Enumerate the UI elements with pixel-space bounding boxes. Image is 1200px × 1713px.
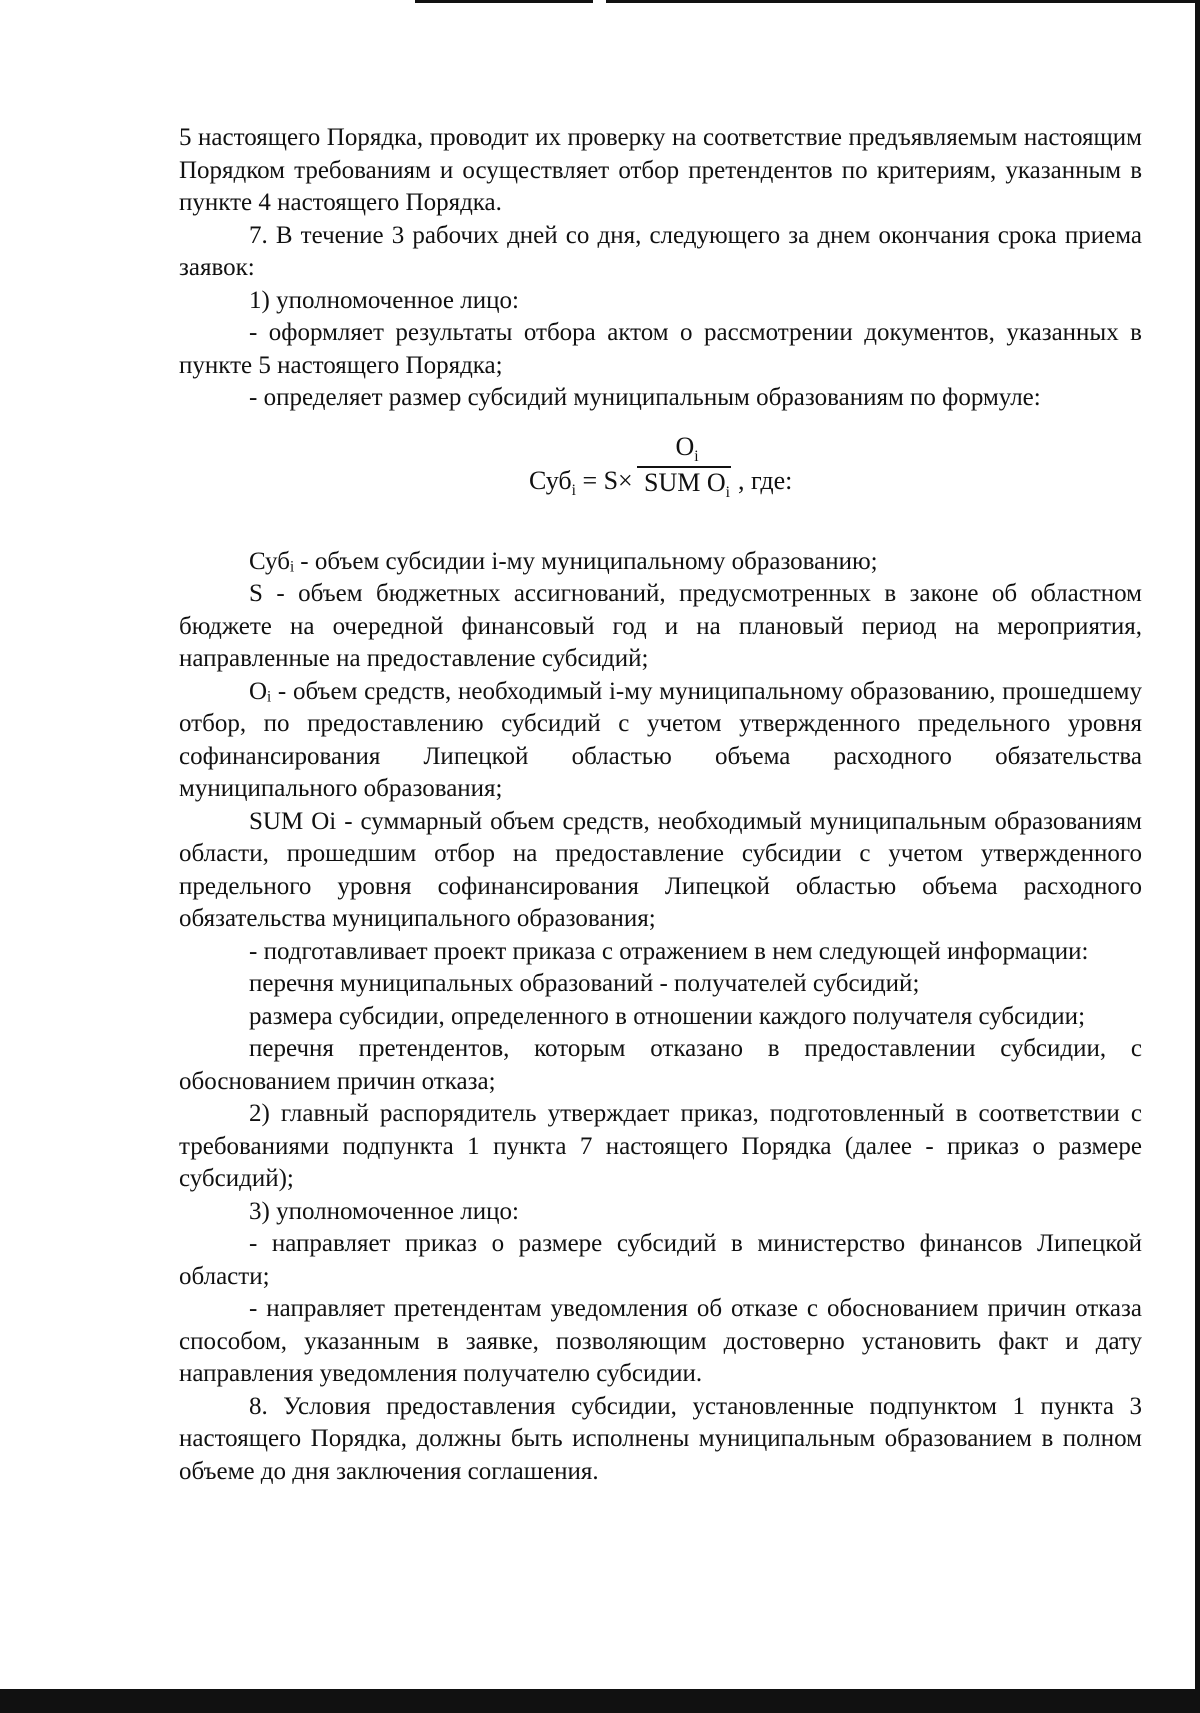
formula-numerator: $O_i$ [675, 431, 699, 465]
paragraph: - направляет претендентам уведомления об отказе с обоснованием причин отказа способом, указанным в заявке, позволяющим достоверно установить факт и дату направления уведомления получателю субсидии. [179, 1295, 1142, 1387]
paragraph: SUM Oi - суммарный объем средств, необходимый муниципальным образованиям области, прошедшим отбор на предоставление субсидии с учетом утвержденного предельного уровня софинансирования Липецкой областью объема расходного обязательства муниципального образования; [179, 807, 1142, 932]
paragraph: 8. Условия предоставления субсидии, установленные подпунктом 1 пункта 3 настоящего Порядка, должны быть исполнены муниципальным образованием в полном объеме до дня заключения соглашения. [179, 1392, 1142, 1485]
scan-border-top [606, 0, 1200, 3]
document-body [179, 122, 1142, 1488]
paragraph: - оформляет результаты отбора актом о рассмотрении документов, указанных в пункте 5 настоящего Порядка; [179, 319, 1142, 379]
paragraph: перечня претендентов, которым отказано в предоставлении субсидии, с обоснованием причин отказа; [179, 1035, 1142, 1095]
paragraph: 5 настоящего Порядка, проводит их проверку на соответствие предъявляемым настоящим Порядком требованиям и осуществляет отбор претендентов по критериям, указанным в пункте 4 настоящего Порядка. [179, 124, 1142, 216]
scan-border-bottom [0, 1689, 1200, 1713]
paragraph: Оᵢ - объем средств, необходимый i-му муниципальному образованию, прошедшему отбор, по предоставлению субсидий с учетом утвержденного предельного уровня софинансирования Липецкой областью объема расходного обязательства муниципального образования; [179, 677, 1142, 802]
paragraph: - определяет размер субсидий муниципальным образованиям по формуле: [249, 384, 1041, 411]
scan-border-top [415, 0, 593, 3]
paragraph: перечня муниципальных образований - получателей субсидий; [249, 970, 920, 997]
formula-tail: , где: [738, 465, 793, 495]
paragraph: 2) главный распорядитель утверждает приказ, подготовленный в соответствии с требованиями подпункта 1 пункта 7 настоящего Порядка (далее - приказ о размере субсидий); [179, 1100, 1142, 1192]
subsidy-formula [179, 420, 1142, 546]
paragraph: размера субсидии, определенного в отношении каждого получателя субсидии; [249, 1002, 1086, 1030]
paragraph: - подготавливает проект приказа с отражением в нем следующей информации: [249, 937, 1089, 965]
paragraph: 7. В течение 3 рабочих дней со дня, следующего за днем окончания срока приема заявок: [179, 221, 1142, 281]
paragraph: 1) уполномоченное лицо: [249, 286, 519, 314]
paragraph: 3) уполномоченное лицо: [249, 1197, 519, 1225]
scan-border-right [1195, 0, 1200, 1713]
paragraph: - направляет приказ о размере субсидий в министерство финансов Липецкой области; [179, 1230, 1142, 1290]
formula-lhs: Суб$_i$ = S× [529, 465, 633, 499]
formula-denominator: SUM $O_i$ [644, 467, 730, 501]
paragraph: S - объем бюджетных ассигнований, предусмотренных в законе об областном бюджете на очередной финансовый год и на плановый период на мероприятия, направленные на предоставление субсидий; [179, 580, 1142, 672]
paragraph: Субᵢ - объем субсидии i-му муниципальному образованию; [249, 547, 878, 575]
